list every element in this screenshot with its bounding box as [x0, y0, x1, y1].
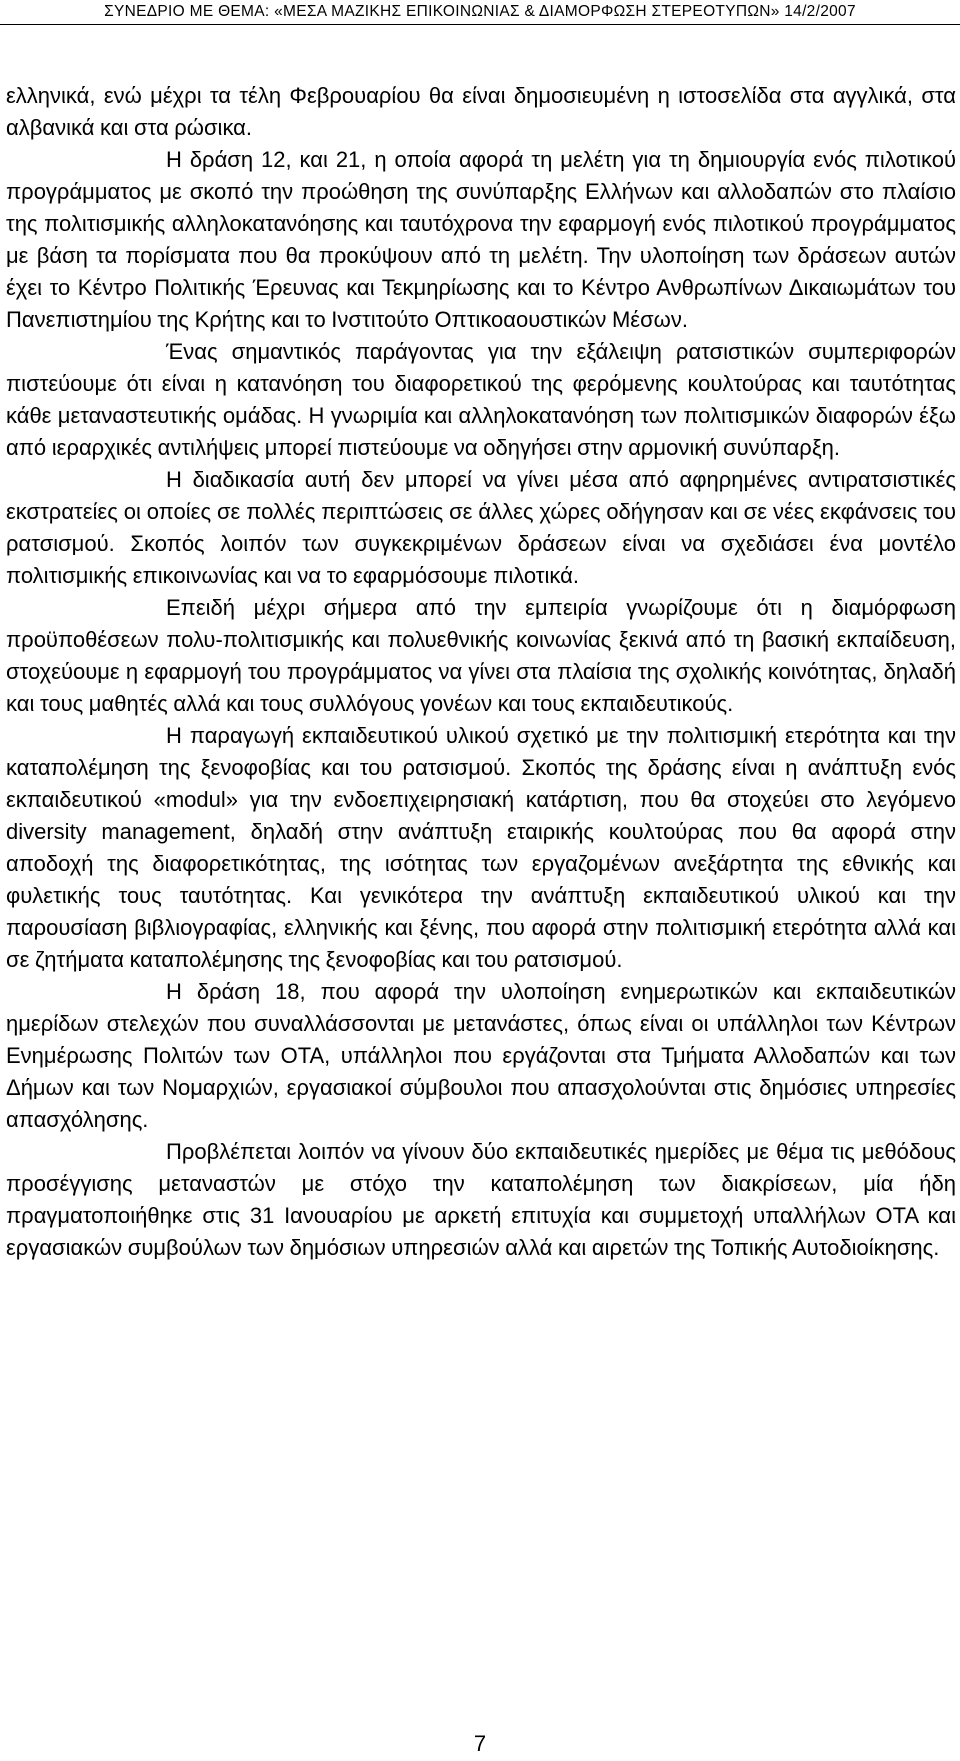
- paragraph-process: Η διαδικασία αυτή δεν μπορεί να γίνει μέσα από αφηρημένες αντιρατσιστικές εκστρατείες οι οποίες σε πολλές περιπτώσεις σε άλλες χώρες οδήγησαν και σε νέες εκφάνσεις του ρατσισμού. Σκοπός λοιπόν των συγκεκριμένων δράσεων είναι να σχεδιάσει ένα μοντέλο πολιτισμικής επικοινωνίας και να το εφαρμόσουμε πιλοτικά.: [6, 467, 956, 588]
- paragraph-education: Επειδή μέχρι σήμερα από την εμπειρία γνωρίζουμε ότι η διαμόρφωση προϋποθέσεων πολυ-πολιτισμικής και πολυεθνικής κοινωνίας ξεκινά από τη βασική εκπαίδευση, στοχεύουμε η εφαρμογή του προγράμματος να γίνει στα πλαίσια της σχολικής κοινότητας, δηλαδή και τους μαθητές αλλά και τους συλλόγους γονέων και τους εκπαιδευτικούς.: [6, 595, 956, 716]
- running-header: ΣΥΝΕΔΡΙΟ ΜΕ ΘΕΜΑ: «ΜΕΣΑ ΜΑΖΙΚΗΣ ΕΠΙΚΟΙΝΩΝΙΑΣ & ΔΙΑΜΟΡΦΩΣΗ ΣΤΕΡΕΟΤΥΠΩΝ» 14/2/2007: [104, 3, 856, 20]
- header-rule: [0, 24, 960, 25]
- paragraph-action-12-21: Η δράση 12, και 21, η οποία αφορά τη μελέτη για τη δημιουργία ενός πιλοτικού προγράμματος με σκοπό την προώθηση της συνύπαρξης Ελλήνων και αλλοδαπών στο πλαίσιο της πολιτισμικής αλληλοκατανόησης και ταυτόχρονα την εφαρμογή ενός πιλοτικού προγράμματος με βάση τα πορίσματα που θα προκύψουν από τη μελέτη. Την υλοποίηση των δράσεων αυτών έχει το Κέντρο Πολιτικής Έρευνας και Τεκμηρίωσης και το Κέντρο Ανθρωπίνων Δικαιωμάτων του Πανεπιστημίου της Κρήτης και το Ινστιτούτο Οπτικοαουστικών Μέσων.: [6, 147, 956, 332]
- paragraph-educational-material: Η παραγωγή εκπαιδευτικού υλικού σχετικό με την πολιτισμική ετερότητα και την καταπολέμηση της ξενοφοβίας και του ρατσισμού. Σκοπός της δράσης είναι η ανάπτυξη ενός εκπαιδευτικού «modul» για την ενδοεπιχειρησιακή κατάρτιση, που θα στοχεύει στο λεγόμενο diversity management, δηλαδή στην ανάπτυξη εταιρικής κουλτούρας που θα αφορά στην αποδοχή της διαφορετικότητας, της ισότητας των εργαζομένων ανεξάρτητα της εθνικής και φυλετικής τους ταυτότητας. Και γενικότερα την ανάπτυξη εκπαιδευτικού υλικού και την παρουσίαση βιβλιογραφίας, ελληνικής και ξένης, που αφορά στην πολιτισμική ετερότητα αλλά και σε ζητήματα καταπολέμησης της ξενοφοβίας και του ρατσισμού.: [6, 723, 956, 972]
- body-text: [6, 80, 956, 1264]
- paragraph-seminars: Προβλέπεται λοιπόν να γίνουν δύο εκπαιδευτικές ημερίδες με θέμα τις μεθόδους προσέγγισης μεταναστών με στόχο την καταπολέμηση των διακρίσεων, μία ήδη πραγματοποιήθηκε στις 31 Ιανουαρίου με αρκετή επιτυχία και συμμετοχή υπαλλήλων ΟΤΑ και εργασιακών συμβούλων των δημόσιων υπηρεσιών αλλά και αιρετών της Τοπικής Αυτοδιοίκησης.: [6, 1139, 956, 1260]
- paragraph-key-factor: Ένας σημαντικός παράγοντας για την εξάλειψη ρατσιστικών συμπεριφορών πιστεύουμε ότι είναι η κατανόηση του διαφορετικού της φερόμενης κουλτούρας και ταυτότητας κάθε μεταναστευτικής ομάδας. Η γνωριμία και αλληλοκατανόηση των πολιτισμικών διαφορών έξω από ιεραρχικές αντιλήψεις μπορεί πιστεύουμε να οδηγήσει στην αρμονική συνύπαρξη.: [6, 339, 956, 460]
- paragraph-continuation: ελληνικά, ενώ μέχρι τα τέλη Φεβρουαρίου θα είναι δημοσιευμένη η ιστοσελίδα στα αγγλικά, στα αλβανικά και στα ρώσικα.: [6, 83, 956, 140]
- page-number: 7: [473, 1731, 487, 1756]
- paragraph-action-18: Η δράση 18, που αφορά την υλοποίηση ενημερωτικών και εκπαιδευτικών ημερίδων στελεχών που συναλλάσσονται με μετανάστες, όπως είναι οι υπάλληλοι των Κέντρων Ενημέρωσης Πολιτών των ΟΤΑ, υπάλληλοι που εργάζονται στα Τμήματα Αλλοδαπών και των Δήμων και των Νομαρχιών, εργασιακοί σύμβουλοι που απασχολούνται στις δημόσιες υπηρεσίες απασχόλησης.: [6, 979, 956, 1132]
